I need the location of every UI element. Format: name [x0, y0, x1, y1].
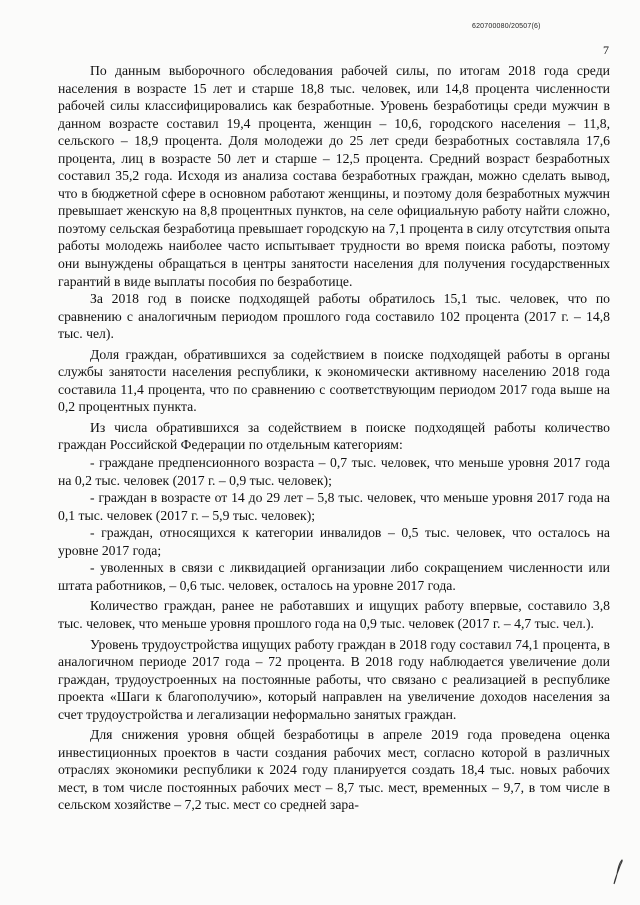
list-item-dismissed: - уволенных в связи с ликвидацией организации либо сокращением численности или штата работников, – 0,6 тыс. человек, осталось на уровне 2017 года.: [58, 560, 610, 593]
paragraph-applications: За 2018 год в поиске подходящей работы обратилось 15,1 тыс. человек, что по сравнению с аналогичным периодом прошлого года составило 102 процента (2017 г. – 14,8 тыс. чел).: [58, 291, 610, 342]
paragraph-share: Доля граждан, обратившихся за содействием в поиске подходящей работы в органы службы занятости населения республики, к экономически активному населению 2018 года составила 11,4 процента, что по сравнению с соответствующим периодом 2017 года выше на 0,2 процентных пункта.: [58, 346, 610, 415]
list-item-prepension: - граждане предпенсионного возраста – 0,7 тыс. человек, что меньше уровня 2017 года на 0,2 тыс. человек (2017 г. – 0,9 тыс. человек);: [58, 455, 610, 488]
paragraph-employment-level: Уровень трудоустройства ищущих работу граждан в 2018 году составил 74,1 процента, в аналогичном периоде 2017 года – 72 процента. В 2018 году наблюдается увеличение доли граждан, трудоустроенных на постоянные работы, что связано с реализацией в республике проекта «Шаги к благополучию», который направлен на увеличение доходов населения за счет трудоустройства и легализации неформально занятых граждан.: [58, 636, 610, 722]
paragraph-survey: По данным выборочного обследования рабочей силы, по итогам 2018 года среди населения в возрасте 15 лет и старше 18,8 тыс. человек, или 14,8 процента численности рабочей силы классифицировались как безработные. Уровень безработицы среди мужчин в данном возрасте составил 19,4 процента, женщин – 10,6, городского населения – 11,8, сельского – 18,9 процента. Доля молодежи до 25 лет среди безработных составляла 17,6 процента, лиц в возрасте 50 лет и старше – 12,5 процента. Средний возраст безработных составил 35,2 года. Исходя из анализа состава безработных граждан, можно сделать вывод, что в бюджетной сфере в основном работают женщины, и поэтому доля безработных мужчин превышает женскую на 8,8 процентных пунктов, на селе официальную работу найти сложно, поэтому сельская безработица превышает городскую на 7,1 процента в силу отсутствия опыта работы молодежь наиболее часто испытывает трудности во время поиска работы, поэтому они вынуждены обращаться в центры занятости населения для получения государственных гарантий в виде выплаты пособия по безработице.: [58, 63, 610, 289]
document-body: [58, 62, 610, 814]
document-number: 620700080/20507(6): [472, 23, 541, 30]
paragraph-first-time: Количество граждан, ранее не работавших и ищущих работу впервые, составило 3,8 тыс. человек, что меньше уровня прошлого года на 0,9 тыс. человек (2017 г. – 4,7 тыс. чел.).: [58, 598, 610, 631]
list-item-disabled: - граждан, относящихся к категории инвалидов – 0,5 тыс. человек, что осталось на уровне 2017 года;: [58, 525, 610, 558]
handwritten-mark-icon: [611, 858, 625, 886]
paragraph-investment: Для снижения уровня общей безработицы в апреле 2019 года проведена оценка инвестиционных проектов в части создания рабочих мест, согласно которой в различных отраслях экономики республики к 2024 году планируется создать 18,4 тыс. новых рабочих мест, в том числе постоянных рабочих мест – 8,7 тыс. мест, временных – 9,7, в том числе в сельском хозяйстве – 7,2 тыс. мест со средней зара-: [58, 727, 610, 813]
paragraph-categories-intro: Из числа обратившихся за содействием в поиске подходящей работы количество граждан Российской Федерации по отдельным категориям:: [58, 419, 610, 453]
page-number: 7: [603, 43, 609, 57]
list-item-youth: - граждан в возрасте от 14 до 29 лет – 5,8 тыс. человек, что меньше уровня 2017 года на 0,1 тыс. человек (2017 г. – 5,9 тыс. человек);: [58, 490, 610, 523]
